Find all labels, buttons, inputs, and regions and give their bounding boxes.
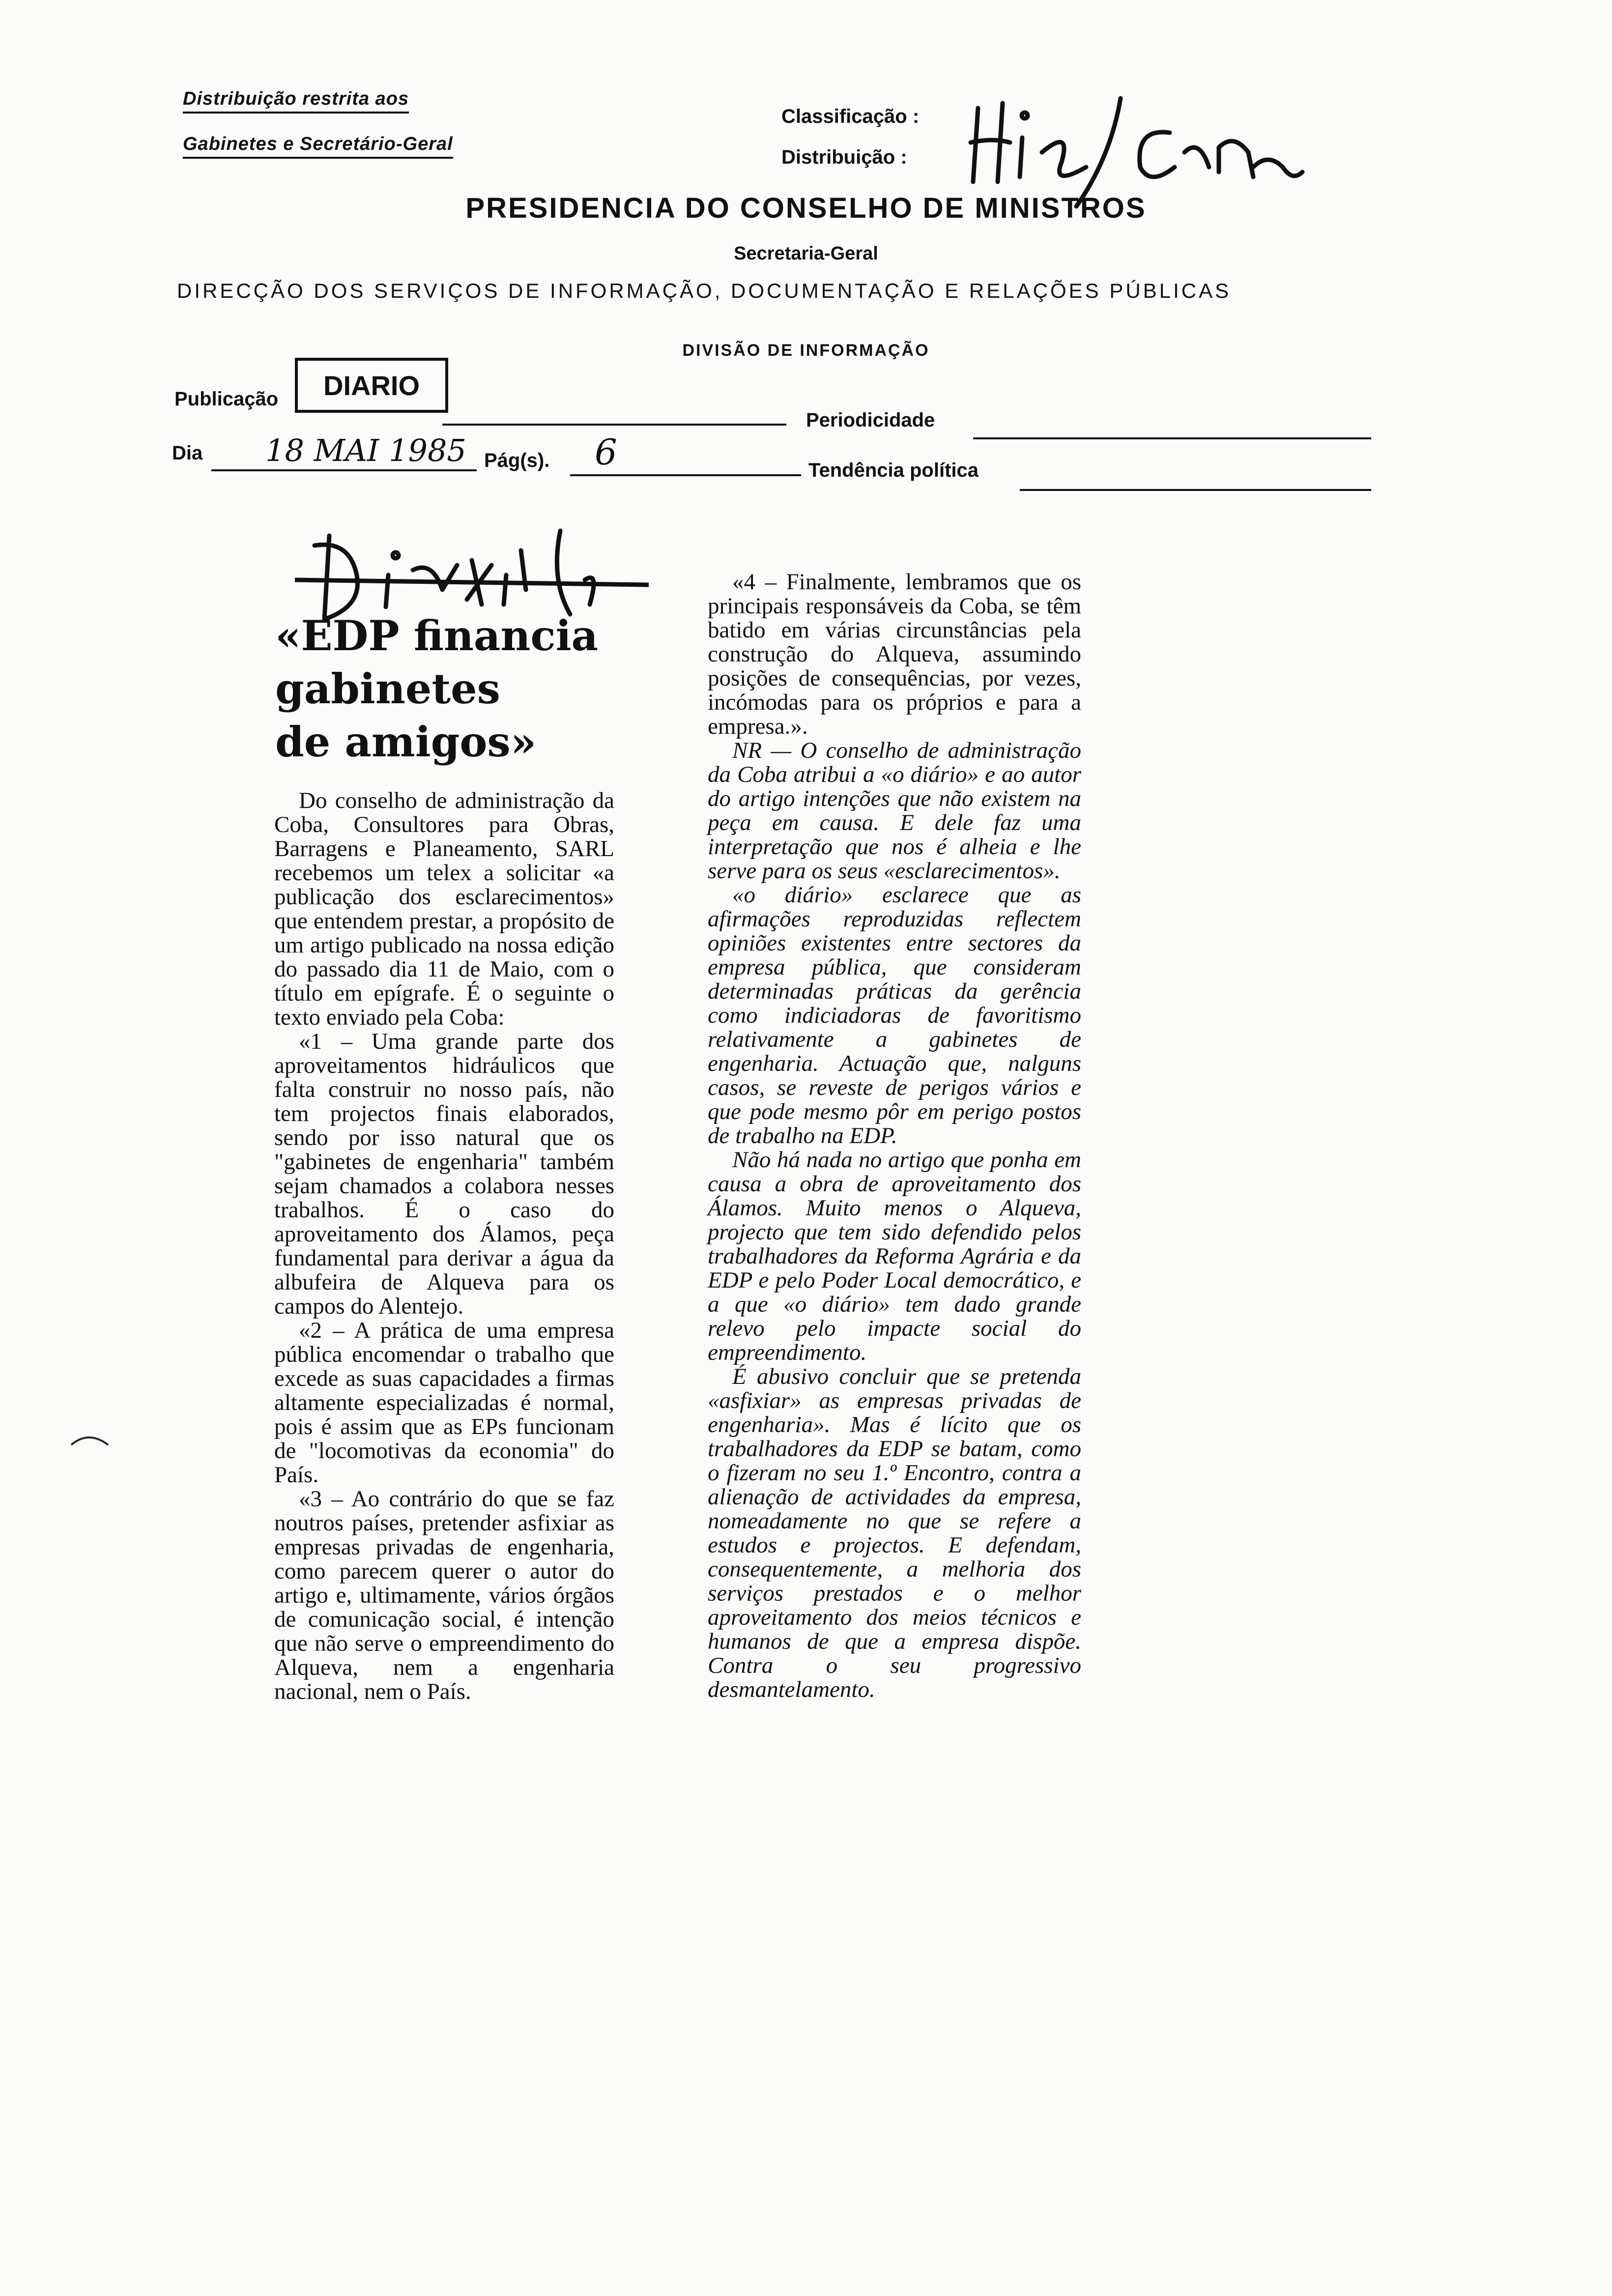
editor-note-paragraph: É abusivo concluir que se pretenda «asfixiar» as empresas privadas de engenharia». Mas é lícito que os trabalhadores da EDP se batam, como o fizeram no seu 1.º Encontro, contra a alienação de actividades da empresa, nomeadamente no que se refere a estudos e projectos. E defendam, consequentemente, a melhoria dos serviços prestados e o melhor aproveitamento dos meios técnicos e humanos de que a empresa dispõe. Contra o seu progressivo desmantelamento. xyxy=(708,1364,1081,1702)
publicacao-label: Publicação xyxy=(174,388,279,410)
periodicidade-label: Periodicidade xyxy=(806,409,935,431)
article-paragraph: «3 – Ao contrário do que se faz noutros países, pretender asfixiar as empresas privadas de engenharia, como parecem querer o autor do artigo e, ultimamente, vários órgãos de comunicação social, é intenção que não serve o empreendimento do Alqueva, nem a engenharia nacional, nem o País. xyxy=(274,1486,614,1704)
handwritten-distribution-mark xyxy=(963,69,1307,211)
divisao-heading: DIVISÃO DE INFORMAÇÃO xyxy=(682,341,930,360)
article-headline-line-3: de amigos» xyxy=(275,718,537,766)
publicacao-value: DIARIO xyxy=(323,370,420,401)
dia-label: Dia xyxy=(172,442,203,464)
restriction-notice-2 xyxy=(183,134,453,159)
article-column-1 xyxy=(274,789,614,1704)
article-column-2 xyxy=(708,570,1081,1702)
direccao-heading: DIRECÇÃO DOS SERVIÇOS DE INFORMAÇÃO, DOCUMENTAÇÃO E RELAÇÕES PÚBLICAS xyxy=(177,279,1232,302)
classificacao-label: Classificação : xyxy=(781,106,920,127)
editor-note-paragraph: «o diário» esclarece que as afirmações reproduzidas reflectem opiniões existentes entre sectores da empresa pública, que consideram determinadas práticas da gerência como indiciadoras de favoritismo relativamente a gabinetes de engenharia. Actuação que, nalguns casos, se reveste de perigos vários e que pode mesmo pôr em perigo postos de trabalho na EDP. xyxy=(708,882,1081,1148)
scan-mark xyxy=(69,1430,113,1450)
restriction-notice xyxy=(183,88,409,114)
pags-line xyxy=(570,474,801,476)
periodicidade-line xyxy=(973,437,1371,439)
pags-label: Pág(s). xyxy=(484,450,550,471)
restriction-line-2: Gabinetes e Secretário-Geral xyxy=(183,134,453,159)
distribuicao-label: Distribuição : xyxy=(781,146,907,168)
page-title: PRESIDENCIA DO CONSELHO DE MINISTROS xyxy=(465,192,1147,224)
article-paragraph: «4 – Finalmente, lembramos que os principais responsáveis da Coba, se têm batido em várias circunstâncias pela construção do Alqueva, assumindo posições de consequências, por vezes, incómodas para os próprios e para a empresa.». xyxy=(708,569,1081,739)
dia-line xyxy=(211,469,477,471)
publicacao-stamp xyxy=(295,358,448,413)
page-subtitle: Secretaria-Geral xyxy=(734,243,878,264)
editor-note-paragraph: NR — O conselho de administração da Coba atribui a «o diário» e ao autor do artigo intenções que não existem na peça em causa. E dele faz uma interpretação que nos é alheia e lhe serve para os seus «esclarecimentos». xyxy=(708,738,1081,884)
article-headline-line-1: «EDP financia xyxy=(275,611,598,660)
dia-value: 18 MAI 1985 xyxy=(265,432,466,468)
editor-note-paragraph: Não há nada no artigo que ponha em causa a obra de aproveitamento dos Álamos. Muito menos o Alqueva, projecto que tem sido defendido pelos trabalhadores da Reforma Agrária e da EDP e pelo Poder Local democrático, e a que «o diário» tem dado grande relevo pelo impacte social do empreendimento. xyxy=(708,1147,1081,1365)
article-paragraph: «1 – Uma grande parte dos aproveitamentos hidráulicos que falta construir no nosso país, não tem projectos finais elaborados, sendo por isso natural que os "gabinetes de engenharia" também sejam chamados a colabora nesses trabalhos. É o caso do aproveitamento dos Álamos, peça fundamental para derivar a água da albufeira de Alqueva para os campos do Alentejo. xyxy=(274,1029,614,1319)
article-headline-line-2: gabinetes xyxy=(275,664,500,713)
restriction-line-1: Distribuição restrita aos xyxy=(183,88,409,114)
article-paragraph: «2 – A prática de uma empresa pública encomendar o trabalho que excede as suas capacidades a firmas altamente especializadas é normal, pois é assim que as EPs funcionam de "locomotivas da economia" do País. xyxy=(274,1318,614,1488)
tendencia-line xyxy=(1020,489,1371,491)
tendencia-label: Tendência política xyxy=(808,459,979,481)
article-paragraph: Do conselho de administração da Coba, Consultores para Obras, Barragens e Planeamento, SARL recebemos um telex a solicitar «a publicação dos esclarecimentos» que entendem prestar, a propósito de um artigo publicado na nossa edição do passado dia 11 de Maio, com o título em epígrafe. É o seguinte o texto enviado pela Coba: xyxy=(274,788,614,1030)
article-headline xyxy=(275,609,629,769)
pags-value: 6 xyxy=(595,431,617,473)
publicacao-line xyxy=(442,424,786,426)
